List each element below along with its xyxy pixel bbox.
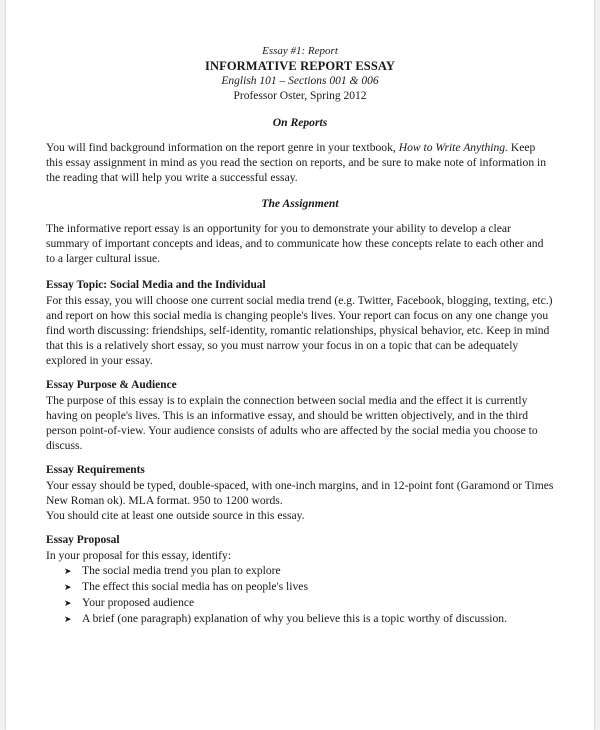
on-reports-title: On Reports (272, 116, 328, 129)
on-reports-text-start: You will find background information on the report genre in your textbook, (46, 141, 399, 154)
list-item (64, 595, 554, 611)
assignment-paragraph: The informative report essay is an opportunity for you to demonstrate your ability to develop a clear summary of important concepts and ideas, and to communicate how these concepts relate to each other and to a larger cultural issue. (46, 222, 544, 265)
requirements-citation: You should cite at least one outside source in this essay. (46, 509, 305, 522)
requirements-heading: Essay Requirements (46, 464, 145, 476)
proposal-list (46, 563, 554, 627)
list-item-text: The effect this social media has on people's lives (82, 580, 308, 593)
list-item-text: The social media trend you plan to explore (82, 564, 281, 577)
essay-number: Essay #1: Report (262, 45, 338, 57)
purpose-paragraph: The purpose of this essay is to explain the connection between social media and the effect it is currently having on people's lives. This is an informative essay, and should be written objectively, and in the third person point-of-view. Your audience consists of adults who are affected by the social media you choose to discuss. (46, 394, 538, 452)
course-sections: English 101 – Sections 001 & 006 (221, 75, 379, 87)
arrow-bullet-icon: ➤ (64, 614, 72, 624)
proposal-heading: Essay Proposal (46, 534, 120, 546)
list-item-text: A brief (one paragraph) explanation of why you believe this is a topic worthy of discussion. (82, 612, 508, 625)
list-item (64, 563, 554, 579)
document-title: INFORMATIVE REPORT ESSAY (205, 59, 395, 73)
purpose-heading: Essay Purpose & Audience (46, 379, 177, 391)
arrow-bullet-icon: ➤ (64, 566, 72, 576)
proposal-intro: In your proposal for this essay, identify: (46, 549, 232, 562)
on-reports-text-end: Keep this essay assignment in mind as you read the section on reports, and be sure to make note of information in the reading that will help you write a successful essay. (46, 141, 547, 184)
arrow-bullet-icon: ➤ (64, 598, 72, 608)
professor-term: Professor Oster, Spring 2012 (233, 90, 367, 102)
topic-paragraph: For this essay, you will choose one current social media trend (e.g. Twitter, Facebook, blogging, texting, etc.) and report on how this social media is changing people's lives. Your report can focus on any one change you find worth discussing: friendships, self-identity, romantic relationships, physical behavior, etc. Keep in mind that this is a relatively short essay, so you must narrow your focus in on a topic that can be adequately explored in your essay. (46, 294, 553, 367)
document-content (46, 44, 554, 627)
list-item-text: Your proposed audience (82, 596, 195, 609)
document-page (6, 0, 594, 730)
document-header (46, 44, 554, 104)
arrow-bullet-icon: ➤ (64, 582, 72, 592)
on-reports-paragraph (46, 140, 554, 185)
list-item (64, 579, 554, 595)
textbook-title: How to Write Anything. (398, 141, 508, 154)
assignment-title: The Assignment (261, 197, 339, 210)
requirements-paragraph: Your essay should be typed, double-spaced, with one-inch margins, and in 12-point font (Garamond or Times New Roman ok). MLA format. 950 to 1200 words. (46, 479, 554, 507)
topic-heading: Essay Topic: Social Media and the Individual (46, 279, 266, 291)
list-item (64, 611, 554, 627)
